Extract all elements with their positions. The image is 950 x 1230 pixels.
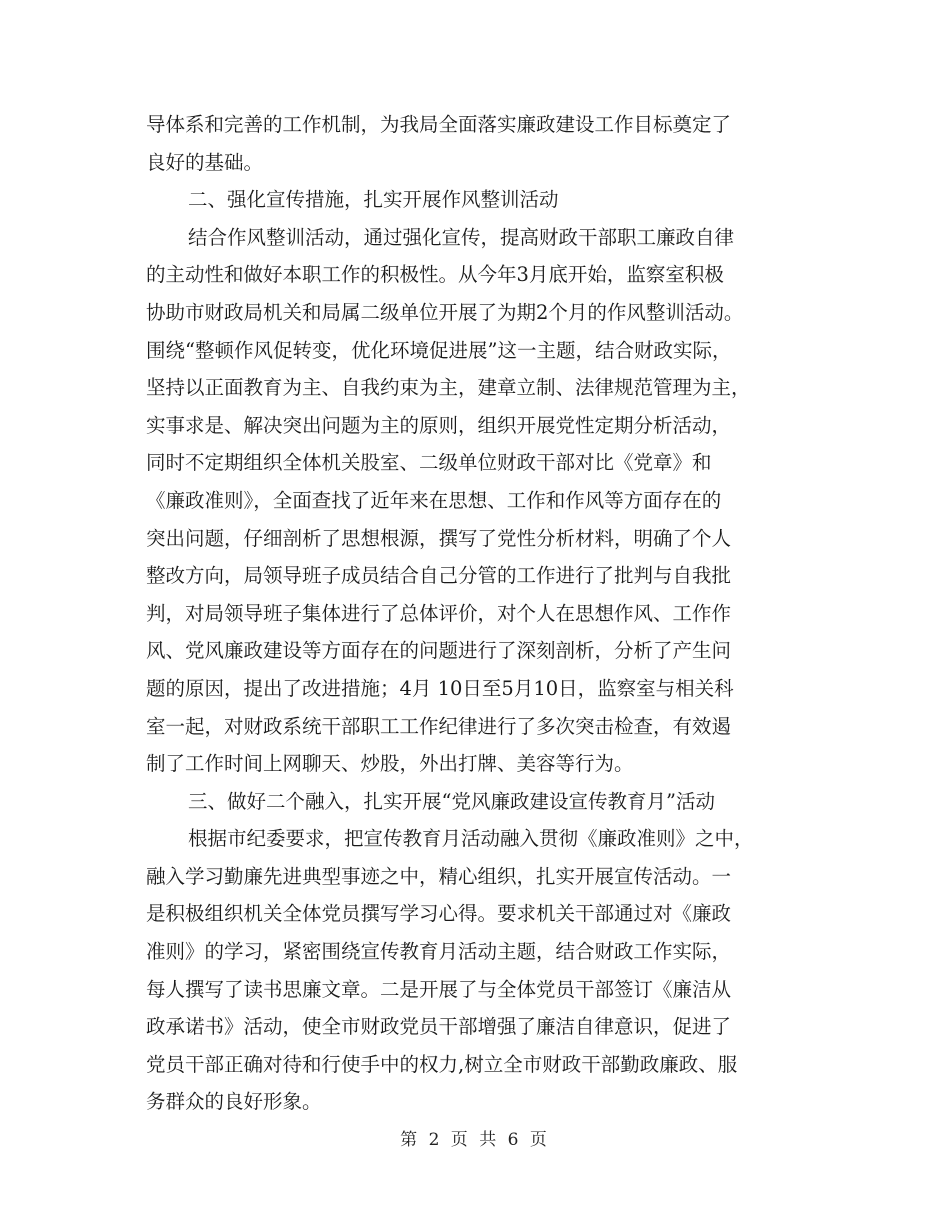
text-line: 准则》的学习，紧密围绕宣传教育月活动主题，结合财政工作实际， (146, 940, 732, 964)
text-line: 良好的基础。 (146, 150, 264, 174)
text-line: 制了工作时间上网聊天、炒股，外出打牌、美容等行为。 (146, 752, 634, 776)
text-line: 融入学习勤廉先进典型事迹之中，精心组织，扎实开展宣传活动。一 (146, 864, 732, 888)
text-line: 突出问题，仔细剖析了思想根源，撰写了党性分析材料，明确了个人 (146, 526, 732, 550)
text-line: 整改方向，局领导班子成员结合自己分管的工作进行了批判与自我批 (146, 564, 732, 588)
text-line: 每人撰写了读书思廉文章。二是开展了与全体党员干部签订《廉洁从 (146, 977, 732, 1001)
text-line: 的主动性和做好本职工作的积极性。从今年3月底开始，监察室积极 (146, 263, 724, 287)
page-number-footer: 第 2 页 共 6 页 (400, 1130, 550, 1150)
text-line: 判，对局领导班子集体进行了总体评价，对个人在思想作风、工作作 (146, 601, 732, 625)
text-line: 务群众的良好形象。 (146, 1090, 322, 1114)
text-line: 根据市纪委要求，把宣传教育月活动融入贯彻《廉政准则》之中， (188, 827, 754, 851)
text-line: 三、做好二个融入，扎实开展“党风廉政建设宣传教育月”活动 (188, 789, 715, 813)
text-line: 是积极组织机关全体党员撰写学习心得。要求机关干部通过对《廉政 (146, 902, 732, 926)
text-line: 坚持以正面教育为主、自我约束为主，建章立制、法律规范管理为主， (146, 376, 751, 400)
text-line: 同时不定期组织全体机关股室、二级单位财政干部对比《党章》和 (146, 451, 712, 475)
text-line: 导体系和完善的工作机制，为我局全面落实廉政建设工作目标奠定了 (146, 113, 732, 136)
text-line: 风、党风廉政建设等方面存在的问题进行了深刻剖析，分析了产生问 (146, 639, 732, 663)
text-line: 结合作风整训活动，通过强化宣传，提高财政干部职工廉政自律 (188, 225, 735, 249)
text-line: 《廉政准则》，全面查找了近年来在思想、工作和作风等方面存在的 (146, 488, 722, 512)
text-line: 党员干部正确对待和行使手中的权力,树立全市财政干部勤政廉政、服 (146, 1052, 738, 1076)
text-line: 协助市财政局机关和局属二级单位开展了为期2个月的作风整训活动。 (146, 300, 744, 324)
text-line: 政承诺书》活动，使全市财政党员干部增强了廉洁自律意识，促进了 (146, 1015, 732, 1039)
text-line: 围绕“整顿作风促转变，优化环境促进展”这一主题，结合财政实际， (146, 338, 732, 362)
text-line: 实事求是、解决突出问题为主的原则，组织开展党性定期分析活动， (146, 413, 732, 437)
text-line: 室一起，对财政系统干部职工工作纪律进行了多次突击检查，有效遏 (146, 714, 732, 738)
text-line: 题的原因，提出了改进措施；4月 10日至5月10日，监察室与相关科 (146, 676, 734, 700)
text-line: 二、强化宣传措施，扎实开展作风整训活动 (188, 188, 559, 212)
body-text (146, 106, 806, 1121)
